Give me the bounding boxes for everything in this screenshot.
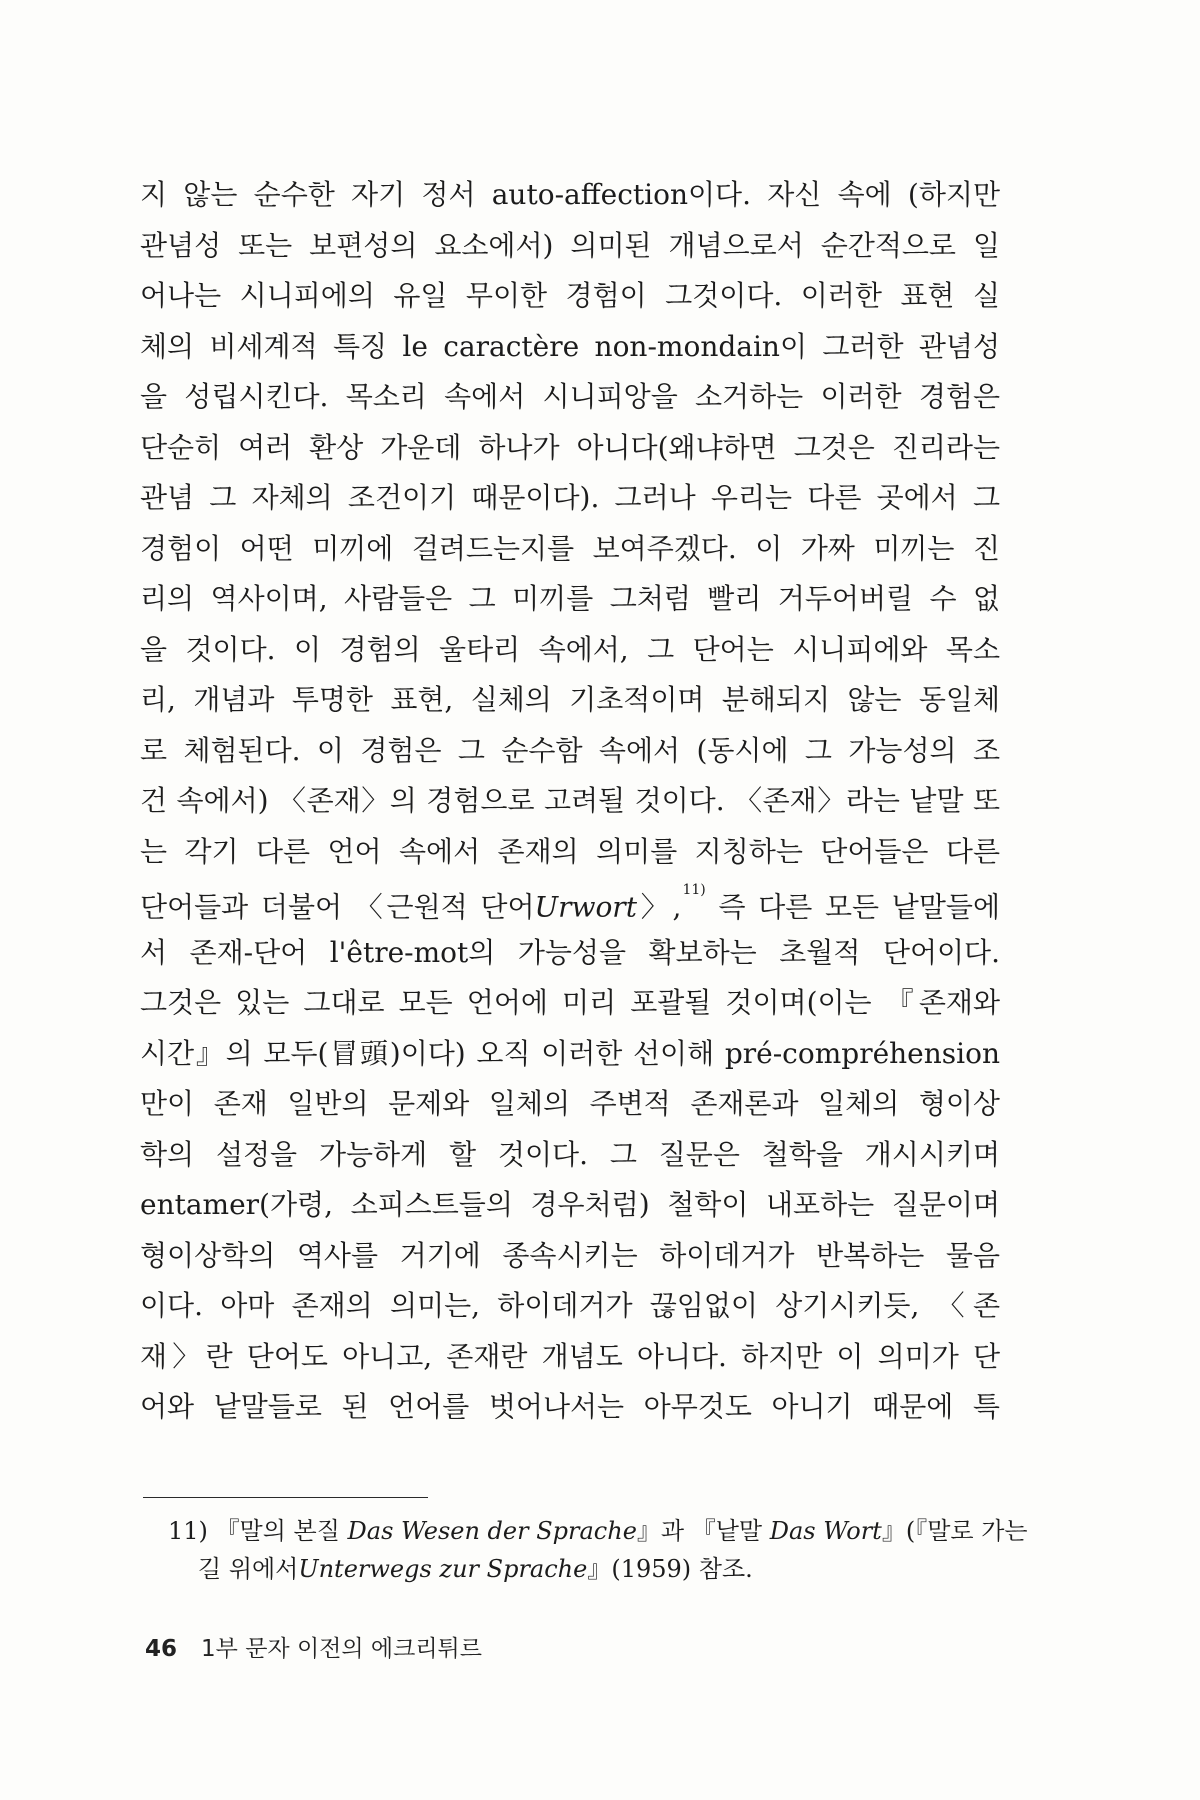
text-line: 관념 그 자체의 조건이기 때문이다). 그러나 우리는 다른 곳에서 그 bbox=[140, 481, 1000, 514]
text-line: 학의 설정을 가능하게 할 것이다. 그 질문은 철학을 개시시키며 bbox=[140, 1137, 1000, 1171]
text-line: 단순히 여러 환상 가운데 하나가 아니다(왜냐하면 그것은 진리라는 bbox=[140, 430, 1000, 464]
footnote-line bbox=[168, 1512, 1028, 1550]
text-line: 을 것이다. 이 경험의 울타리 속에서, 그 단어는 시니피에와 목소 bbox=[140, 632, 1000, 666]
text-line: 건 속에서) 〈존재〉의 경험으로 고려될 것이다. 〈존재〉라는 낱말 또 bbox=[140, 784, 1000, 817]
page-footer bbox=[145, 1630, 482, 1663]
text-line: 형이상학의 역사를 거기에 종속시키는 하이데거가 반복하는 물음 bbox=[140, 1238, 1000, 1272]
text-line: 리의 역사이며, 사람들은 그 미끼를 그처럼 빨리 거두어버릴 수 없 bbox=[140, 582, 1000, 615]
text-line: 만이 존재 일반의 문제와 일체의 주변적 존재론과 일체의 형이상 bbox=[140, 1087, 1000, 1120]
footnote bbox=[168, 1512, 1028, 1588]
text-line: 지 않는 순수한 자기 정서 auto-affection이다. 자신 속에 (하지만 bbox=[140, 178, 1000, 211]
text-line-with-footnote-ref bbox=[140, 877, 1000, 928]
footnote-line bbox=[168, 1550, 1004, 1588]
italic-title: Das Wesen der Sprache bbox=[347, 1517, 637, 1545]
text-segment: 』과 『낱말 bbox=[636, 1517, 770, 1545]
text-segment: 〉, bbox=[636, 890, 682, 924]
text-line: 그것은 있는 그대로 모든 언어에 미리 포괄될 것이며(이는 『존재와 bbox=[140, 986, 1000, 1019]
text-segment: 단어들과 더불어 〈근원적 단어 bbox=[140, 890, 535, 924]
italic-term: Urwort bbox=[534, 890, 637, 924]
text-line: 어나는 시니피에의 유일 무이한 경험이 그것이다. 이러한 표현 실 bbox=[140, 279, 1000, 312]
text-segment: 즉 다른 모든 낱말들에 bbox=[705, 890, 1000, 924]
italic-title: Unterwegs zur Sprache bbox=[298, 1555, 588, 1583]
italic-title: Das Wort bbox=[769, 1517, 882, 1545]
page-number: 46 bbox=[145, 1636, 178, 1662]
text-line: 리, 개념과 투명한 표현, 실체의 기초적이며 분해되지 않는 동일체 bbox=[140, 683, 1000, 716]
footnote-reference: 11) bbox=[682, 882, 706, 898]
text-line: 로 체험된다. 이 경험은 그 순수함 속에서 (동시에 그 가능성의 조 bbox=[140, 733, 1000, 767]
text-segment: 』(1959) 참조. bbox=[587, 1555, 753, 1583]
text-line: 어와 낱말들로 된 언어를 벗어나서는 아무것도 아니기 때문에 특 bbox=[140, 1390, 1000, 1423]
text-line: 체의 비세계적 특징 le caractère non-mondain이 그러한 관념성 bbox=[140, 329, 1000, 363]
body-text bbox=[140, 170, 1000, 1433]
text-line: 시간』의 모두(冒頭)이다) 오직 이러한 선이해 pré-compréhension bbox=[140, 1036, 1000, 1070]
text-line: entamer(가령, 소피스트들의 경우처럼) 철학이 내포하는 질문이며 bbox=[140, 1188, 1000, 1221]
text-line: 는 각기 다른 언어 속에서 존재의 의미를 지칭하는 단어들은 다른 bbox=[140, 834, 1000, 868]
text-segment: 11) 『말의 본질 bbox=[168, 1517, 348, 1545]
text-segment: 』(『말로 가는 bbox=[881, 1517, 1028, 1545]
text-line: 서 존재-단어 l'être-mot의 가능성을 확보하는 초월적 단어이다. bbox=[140, 935, 1000, 969]
text-line: 경험이 어떤 미끼에 걸려드는지를 보여주겠다. 이 가짜 미끼는 진 bbox=[140, 531, 1000, 565]
text-segment: 길 위에서 bbox=[198, 1555, 299, 1583]
text-line: 관념성 또는 보편성의 요소에서) 의미된 개념으로서 순간적으로 일 bbox=[140, 228, 1000, 262]
text-line: 재〉란 단어도 아니고, 존재란 개념도 아니다. 하지만 이 의미가 단 bbox=[140, 1339, 1000, 1373]
footnote-divider bbox=[143, 1497, 428, 1498]
text-line: 을 성립시킨다. 목소리 속에서 시니피앙을 소거하는 이러한 경험은 bbox=[140, 380, 1000, 413]
text-line: 이다. 아마 존재의 의미는, 하이데거가 끊임없이 상기시키듯, 〈존 bbox=[140, 1289, 1000, 1322]
chapter-title: 1부 문자 이전의 에크리튀르 bbox=[201, 1636, 482, 1662]
